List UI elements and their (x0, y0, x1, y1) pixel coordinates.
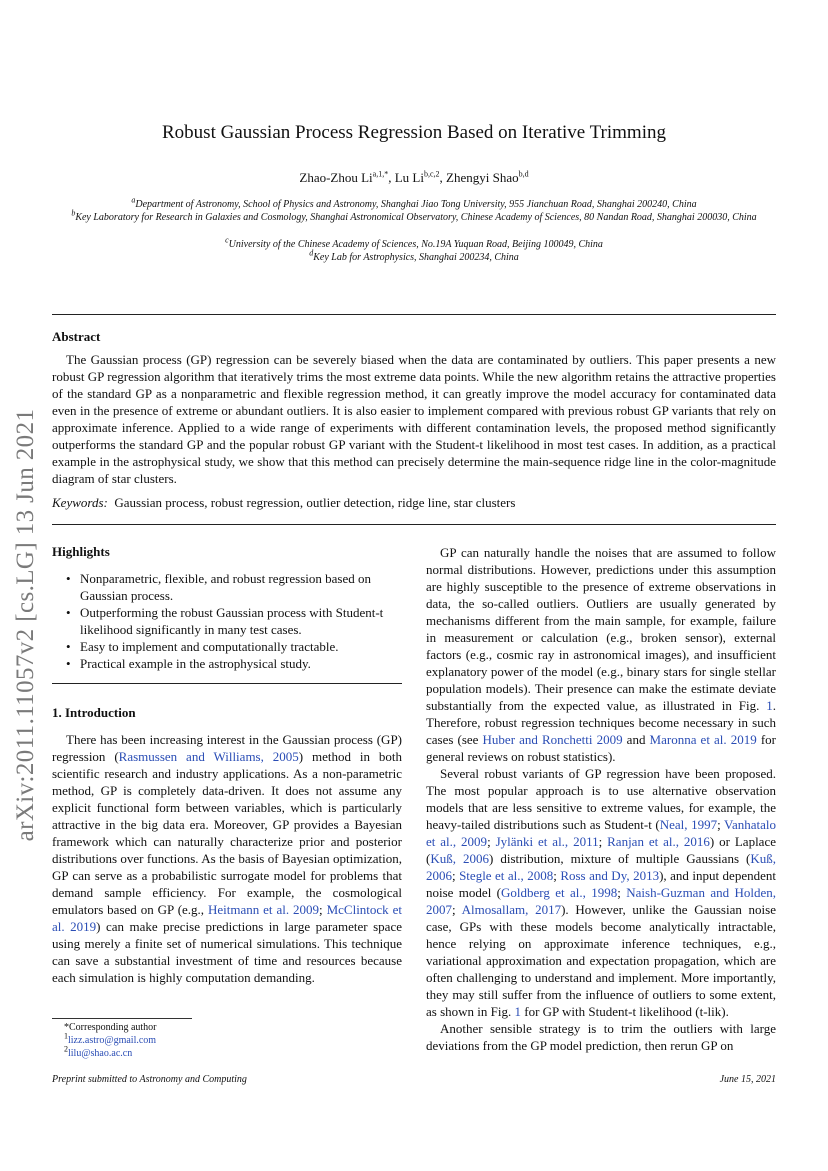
intro-paragraph-1 (52, 731, 402, 986)
text-run: and (622, 732, 650, 747)
arxiv-sidebar (4, 370, 48, 880)
abstract-heading: Abstract (52, 329, 101, 344)
affiliation-mark: d (309, 248, 314, 258)
citation-link[interactable]: Kuß, 2006 (430, 851, 490, 866)
citation-link[interactable]: Huber and Ronchetti 2009 (482, 732, 623, 747)
keywords (52, 495, 515, 511)
text-run: for general reviews on robust statistics). (426, 732, 776, 764)
citation-link[interactable]: Maronna et al. 2019 (649, 732, 757, 747)
citation-link[interactable]: Vanhatalo et al., 2009 (426, 817, 776, 849)
author-affil-mark: b,c,2 (423, 169, 440, 179)
text-run: ; (617, 885, 627, 900)
affiliation (52, 195, 776, 211)
section-heading-introduction: 1. Introduction (52, 705, 136, 720)
footnote-corresponding: *Corresponding author (64, 1022, 157, 1033)
affiliation (52, 208, 776, 224)
footnote-mark: 2 (64, 1044, 68, 1054)
citation-link[interactable]: Heitmann et al. 2009 (207, 902, 320, 917)
footnote-rule (52, 1018, 192, 1019)
intro-paragraph-2 (426, 544, 776, 765)
email-link[interactable]: lilu@shao.ac.cn (68, 1048, 133, 1059)
footnote-mark: 1 (64, 1031, 68, 1041)
text-run: There has been increasing interest in the Gaussian process (GP) regression ( (52, 732, 402, 764)
figure-ref-link[interactable]: 1 (766, 698, 773, 713)
text-run: ; (598, 834, 608, 849)
citation-link[interactable]: Almosallam, 2017 (461, 902, 562, 917)
author-affil-mark: b,d (518, 169, 529, 179)
keywords-label: Keywords: (52, 495, 108, 510)
highlight-item: • Outperforming the robust Gaussian process with Student-t likelihood significantly in many test cases. (52, 604, 402, 638)
intro-paragraph-4 (426, 1020, 776, 1054)
intro-paragraph-3 (426, 765, 776, 1020)
text-run: ). However, unlike the Gaussian noise case, GPs with these models become analytically intractable, hence relying on approximate inference techniques, e.g., variational approximation and expectation propagation, which are often challenging to understand and implement. More importantly, they may still suffer from the influence of outliers to some extent, as shown in Fig. (426, 902, 776, 1019)
text-run: ; (319, 902, 327, 917)
footer-date: June 15, 2021 (719, 1074, 776, 1085)
affiliation-text: Key Lab for Astrophysics, Shanghai 200234, China (313, 252, 519, 263)
intro-paragraph-1-container (52, 731, 402, 986)
text-run: GP can naturally handle the noises that are assumed to follow normal distributions. However, predictions under this assumption are highly susceptible to the presence of extreme observations in data, the so-called outliers. Outliers are usually generated by mechanisms different from the main sample, for example, failure in measurement or calculation (e.g., broken sensor), external factors (e.g., cosmic ray in astronomical images), and insufficient explanatory power of the model (e.g., binary stars for single stellar population models). Their presence can make the estimate deviate substantially from the expected value, as illustrated in Fig. (426, 545, 776, 713)
text-run: for GP with Student-t likelihood (t-lik). (520, 1004, 729, 1019)
paper-title: Robust Gaussian Process Regression Based on Iterative Trimming (162, 122, 666, 143)
arxiv-identifier: arXiv:2011.11057v2 [cs.LG] 13 Jun 2021 (12, 408, 39, 842)
keywords-text: Gaussian process, robust regression, outlier detection, ridge line, star clusters (114, 495, 516, 510)
text-run: Several robust variants of GP regression have been proposed. The most popular approach is to use alternative observation models that are less sensitive to extreme values, for example, the heavy-tailed distributions such as Student-t ( (426, 766, 776, 832)
author-separator: , (388, 170, 395, 185)
highlights-list (52, 570, 402, 672)
citation-link[interactable]: McClintock et al. 2019 (52, 902, 402, 934)
affiliation-mark: b (71, 208, 76, 218)
text-run: ; (452, 868, 460, 883)
highlight-item: • Easy to implement and computationally tractable. (52, 638, 402, 655)
footer-preprint-note: Preprint submitted to Astronomy and Computing (52, 1074, 247, 1085)
citation-link[interactable]: Ranjan et al., 2016 (607, 834, 710, 849)
highlight-item: • Nonparametric, flexible, and robust regression based on Gaussian process. (52, 570, 402, 604)
citation-link[interactable]: Jylänki et al., 2011 (495, 834, 599, 849)
text-run: . Therefore, robust regression techniques become necessary in such cases (see (426, 698, 776, 747)
text-run: ; (452, 902, 462, 917)
figure-ref-link[interactable]: 1 (514, 1004, 521, 1019)
highlight-item: • Practical example in the astrophysical study. (52, 655, 402, 672)
footnote-email-2 (64, 1044, 133, 1060)
citation-link[interactable]: Naish-Guzman and Holden, 2007 (426, 885, 776, 917)
highlights-heading: Highlights (52, 544, 110, 559)
author-name: Zhao-Zhou Li (299, 170, 373, 185)
abstract-bottom-rule (52, 524, 776, 525)
right-column (426, 544, 776, 1054)
text-run: ; (717, 817, 725, 832)
citation-link[interactable]: Neal, 1997 (659, 817, 718, 832)
citation-link[interactable]: Ross and Dy, 2013 (560, 868, 660, 883)
affiliation-text: Department of Astronomy, School of Physics and Astronomy, Shanghai Jiao Tong University, 955 Jianchuan Road, Shanghai 200240, China (135, 199, 697, 210)
text-run: Another sensible strategy is to trim the outliers with large deviations from the GP model prediction, then rerun GP on (426, 1021, 776, 1053)
author-line (52, 170, 776, 186)
abstract-top-rule (52, 314, 776, 315)
text-run: ) distribution, mixture of multiple Gaussians ( (489, 851, 751, 866)
affiliation-text: Key Laboratory for Research in Galaxies and Cosmology, Shanghai Astronomical Observatory, Chinese Academy of Sciences, 80 Nandan Road, Shanghai 200030, China (75, 212, 757, 223)
affiliation (52, 235, 776, 251)
text-run: ), and input dependent noise model ( (426, 868, 776, 900)
affiliation-text: University of the Chinese Academy of Sciences, No.19A Yuquan Road, Beijing 100049, China (228, 239, 603, 250)
text-run: ; (553, 868, 561, 883)
citation-link[interactable]: Kuß, 2006 (426, 851, 776, 883)
text-run: ; (487, 834, 496, 849)
citation-link[interactable]: Goldberg et al., 1998 (501, 885, 618, 900)
citation-link[interactable]: Stegle et al., 2008 (459, 868, 554, 883)
author-separator: , (439, 170, 447, 185)
author-name: Zhengyi Shao (446, 170, 519, 185)
affiliation-mark: a (131, 195, 136, 205)
text-run: ) method in both scientific research and industry applications. As a non-parametric method, GP is completely data-driven. It does not assume any explicit functional form between variables, which is particularly attractive in the big data era. Moreover, GP provides a Bayesian framework which can naturally characterize prior and posterior distributions over functions. As the basis of Bayesian optimization, GP can serve as a probabilistic surrogate model for problems that demand sample efficiency. For example, the cosmological emulators based on GP (e.g., (52, 749, 402, 917)
affiliation-mark: c (225, 235, 229, 245)
abstract-text: The Gaussian process (GP) regression can be severely biased when the data are contaminated by outliers. This paper presents a new robust GP regression algorithm that iteratively trims the most extreme data points. While the new algorithm retains the attractive properties of the standard GP as a nonparametric and flexible regression method, it can greatly improve the model accuracy for contaminated data even in the presence of extreme or abundant outliers. It is also easier to implement compared with previous robust GP variants that rely on approximate inference. Applied to a wide range of experiments with different contamination levels, the proposed method significantly outperforms the standard GP and the popular robust GP variant with the Student-t likelihood in most test cases. In addition, as a practical example in the astrophysical study, we show that this method can precisely determine the main-sequence ridge line in the color-magnitude diagram of star clusters. (52, 352, 776, 486)
text-run: ) can make precise predictions in large parameter space using merely a finite set of numerical simulations. This technique can save a substantial investment of time and resources because each simulation is highly computation demanding. (52, 919, 402, 985)
footnote-email-1 (64, 1031, 157, 1047)
email-link[interactable]: lizz.astro@gmail.com (68, 1035, 157, 1046)
highlights-rule (52, 683, 402, 684)
text-run: ) or Laplace ( (426, 834, 776, 866)
author-name: Lu Li (394, 170, 424, 185)
author-affil-mark: a,1,* (372, 169, 389, 179)
affiliation (52, 248, 776, 264)
citation-link[interactable]: Rasmussen and Williams, 2005 (118, 749, 299, 764)
